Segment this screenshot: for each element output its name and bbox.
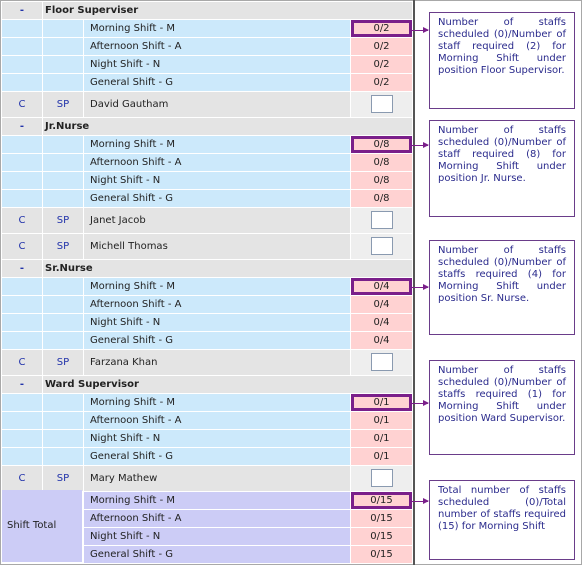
callout-arrow-icon	[410, 145, 428, 146]
shift-count[interactable]: 0/4	[351, 296, 412, 313]
group-name: Floor Superviser	[43, 2, 412, 19]
shift-count[interactable]: 0/2	[351, 38, 412, 55]
shift-label: General Shift - G	[84, 332, 350, 349]
c-link[interactable]: C	[2, 92, 42, 117]
callout-note: Number of staffs scheduled (0)/Number of staff required (2) for Morning Shift under position Floor Supervisor.	[429, 12, 575, 109]
shift-label: Night Shift - N	[84, 172, 350, 189]
shift-label: Morning Shift - M	[84, 394, 350, 411]
c-link[interactable]: C	[2, 208, 42, 233]
shift-row	[2, 332, 412, 350]
group-header	[2, 2, 412, 20]
shift-label: General Shift - G	[84, 546, 350, 563]
shift-count[interactable]: 0/2	[351, 20, 412, 37]
shift-label: Afternoon Shift - A	[84, 412, 350, 429]
collapse-toggle[interactable]: -	[2, 376, 42, 393]
group-header	[2, 118, 412, 136]
shift-row	[2, 278, 412, 296]
callout-note: Total number of staffs scheduled (0)/Total number of staffs required (15) for Morning Shift	[429, 480, 575, 560]
callout-arrow-icon	[410, 287, 428, 288]
shift-count[interactable]: 0/2	[351, 74, 412, 91]
sp-link[interactable]: SP	[43, 208, 83, 233]
staff-row	[2, 466, 412, 492]
shift-label: Night Shift - N	[84, 56, 350, 73]
staff-row	[2, 234, 412, 260]
collapse-toggle[interactable]: -	[2, 2, 42, 19]
shift-label: General Shift - G	[84, 448, 350, 465]
group-header	[2, 260, 412, 278]
shift-count[interactable]: 0/8	[351, 136, 412, 153]
staff-name: Janet Jacob	[84, 208, 350, 233]
shift-label: Afternoon Shift - A	[84, 154, 350, 171]
staff-name: Farzana Khan	[84, 350, 350, 375]
callout-note: Number of staffs scheduled (0)/Number of staff required (8) for Morning Shift under position Jr. Nurse.	[429, 120, 575, 217]
shift-row	[2, 74, 412, 92]
shift-label: Morning Shift - M	[84, 136, 350, 153]
sp-link[interactable]: SP	[43, 92, 83, 117]
staff-checkbox[interactable]	[371, 211, 393, 229]
shift-label: Night Shift - N	[84, 314, 350, 331]
shift-row	[2, 394, 412, 412]
shift-total-label: Shift Total	[2, 490, 82, 562]
divider	[413, 0, 415, 565]
staff-checkbox[interactable]	[371, 353, 393, 371]
shift-label: Afternoon Shift - A	[84, 510, 350, 527]
shift-label: Afternoon Shift - A	[84, 38, 350, 55]
shift-count[interactable]: 0/8	[351, 154, 412, 171]
shift-row	[2, 412, 412, 430]
staff-row	[2, 350, 412, 376]
total-count[interactable]: 0/15	[351, 528, 412, 545]
staff-name: Mary Mathew	[84, 466, 350, 491]
staff-row	[2, 208, 412, 234]
shift-label: Night Shift - N	[84, 528, 350, 545]
staff-checkbox[interactable]	[371, 237, 393, 255]
total-count[interactable]: 0/15	[351, 492, 412, 509]
shift-count[interactable]: 0/1	[351, 412, 412, 429]
callout-arrow-icon	[410, 501, 428, 502]
shift-count[interactable]: 0/2	[351, 56, 412, 73]
group-name: Ward Supervisor	[43, 376, 412, 393]
shift-label: Afternoon Shift - A	[84, 296, 350, 313]
group-header	[2, 376, 412, 394]
staff-row	[2, 92, 412, 118]
shift-label: Morning Shift - M	[84, 492, 350, 509]
sp-link[interactable]: SP	[43, 466, 83, 491]
shift-count[interactable]: 0/1	[351, 448, 412, 465]
shift-row	[2, 56, 412, 74]
c-link[interactable]: C	[2, 350, 42, 375]
callout-arrow-icon	[410, 30, 428, 31]
staff-checkbox[interactable]	[371, 95, 393, 113]
shift-count[interactable]: 0/4	[351, 332, 412, 349]
total-count[interactable]: 0/15	[351, 510, 412, 527]
sp-link[interactable]: SP	[43, 234, 83, 259]
callout-note: Number of staffs scheduled (0)/Number of staffs required (1) for Morning Shift under position Ward Supervisor.	[429, 360, 575, 455]
collapse-toggle[interactable]: -	[2, 260, 42, 277]
c-link[interactable]: C	[2, 234, 42, 259]
shift-count[interactable]: 0/1	[351, 394, 412, 411]
shift-row	[2, 38, 412, 56]
shift-label: Morning Shift - M	[84, 20, 350, 37]
group-name: Sr.Nurse	[43, 260, 412, 277]
group-name: Jr.Nurse	[43, 118, 412, 135]
total-count[interactable]: 0/15	[351, 546, 412, 563]
shift-label: Morning Shift - M	[84, 278, 350, 295]
callout-note: Number of staffs scheduled (0)/Number of staffs required (4) for Morning Shift under position Sr. Nurse.	[429, 240, 575, 335]
shift-label: General Shift - G	[84, 74, 350, 91]
sp-link[interactable]: SP	[43, 350, 83, 375]
shift-row	[2, 154, 412, 172]
staff-name: Michell Thomas	[84, 234, 350, 259]
shift-count[interactable]: 0/1	[351, 430, 412, 447]
c-link[interactable]: C	[2, 466, 42, 491]
shift-row	[2, 430, 412, 448]
callout-arrow-icon	[410, 403, 428, 404]
schedule-grid	[2, 2, 412, 564]
shift-count[interactable]: 0/4	[351, 278, 412, 295]
shift-row	[2, 296, 412, 314]
shift-label: Night Shift - N	[84, 430, 350, 447]
shift-row	[2, 314, 412, 332]
shift-row	[2, 190, 412, 208]
shift-label: General Shift - G	[84, 190, 350, 207]
shift-row	[2, 136, 412, 154]
staff-name: David Gautham	[84, 92, 350, 117]
shift-count[interactable]: 0/8	[351, 172, 412, 189]
shift-count[interactable]: 0/4	[351, 314, 412, 331]
shift-row	[2, 172, 412, 190]
collapse-toggle[interactable]: -	[2, 118, 42, 135]
shift-row	[2, 20, 412, 38]
shift-row	[2, 448, 412, 466]
shift-count[interactable]: 0/8	[351, 190, 412, 207]
staff-checkbox[interactable]	[371, 469, 393, 487]
